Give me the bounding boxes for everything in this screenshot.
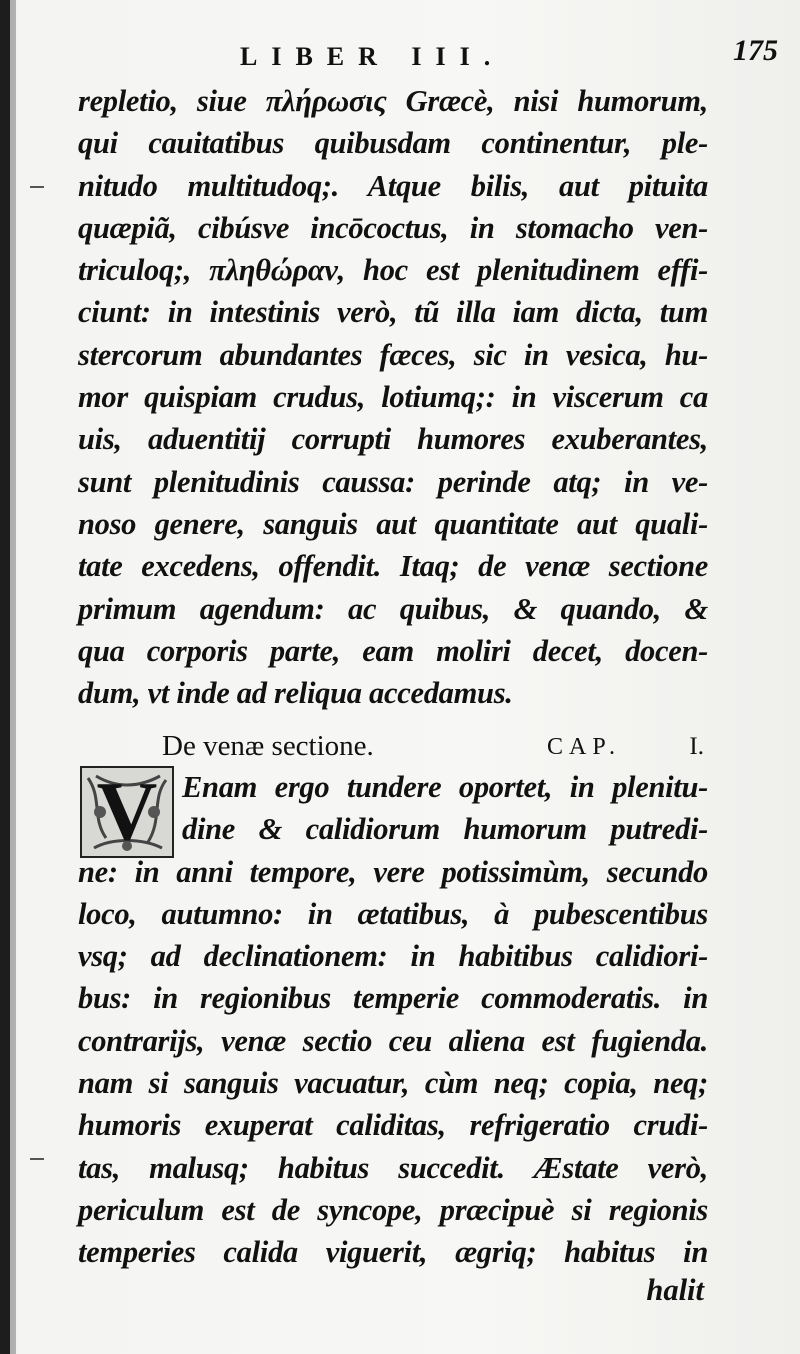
text-line: humoris exuperat caliditas, refrigeratio crudi-: [78, 1108, 708, 1143]
text-line: uis, aduentitij corrupti humores exuberantes,: [78, 422, 708, 457]
text-line: nam si sanguis vacuatur, cùm neq; copia, neq;: [78, 1066, 708, 1101]
text-line: bus: in regionibus temperie commoderatis. in: [78, 981, 708, 1016]
text-line: nitudo multitudoq;. Atque bilis, aut pituita: [78, 168, 708, 203]
text-line: dine & calidiorum humorum putredi-: [182, 812, 708, 847]
margin-mark: [30, 186, 44, 188]
text-line: quæpiã, cibúsve incōcoctus, in stomacho ven-: [78, 210, 708, 245]
text-line: ne: in anni tempore, vere potissimùm, secundo: [78, 854, 708, 889]
chapter-number: I.: [689, 733, 704, 760]
chapter-label: CAP.: [547, 734, 622, 760]
chapter-heading: [162, 730, 706, 770]
text-line: temperies calida viguerit, ægriq; habitus in: [78, 1235, 708, 1270]
text-line: contrarijs, venæ sectio ceu aliena est fugienda.: [78, 1023, 708, 1058]
text-line: dum, vt inde ad reliqua accedamus.: [78, 676, 513, 711]
chapter-text-block: [78, 766, 708, 1274]
text-line: stercorum abundantes fæces, sic in vesica, hu-: [78, 337, 708, 372]
margin-mark: [30, 1158, 44, 1160]
chapter-title: De venæ sectione.: [162, 730, 374, 762]
text-line: triculoq;, πληθώραν, hoc est plenitudinem effi-: [78, 253, 708, 288]
text-line: primum agendum: ac quibus, & quando, &: [78, 591, 708, 626]
catchword: halit: [646, 1273, 704, 1307]
text-line: loco, autumno: in ætatibus, à pubescentibus: [78, 896, 708, 931]
text-line: sunt plenitudinis caussa: perinde atq; in ve-: [78, 464, 708, 499]
book-spine-shadow: [0, 0, 10, 1354]
main-text-block: [78, 80, 708, 714]
initial-letter: V: [96, 765, 158, 858]
text-line: mor quispiam crudus, lotiumq;: in viscerum ca: [78, 380, 708, 415]
text-line: qua corporis parte, eam moliri decet, docen-: [78, 633, 708, 668]
page-number: 175: [733, 34, 778, 67]
text-line: vsq; ad declinationem: in habitibus calidiori-: [78, 939, 708, 974]
text-line: Enam ergo tundere oportet, in plenitu-: [182, 770, 708, 804]
text-line: repletio, siue πλήρωσις Græcè, nisi humorum,: [78, 84, 708, 118]
text-line: tas, malusq; habitus succedit. Æstate verò,: [78, 1150, 708, 1185]
text-line: qui cauitatibus quibusdam continentur, ple-: [78, 126, 708, 161]
gutter-shadow: [10, 0, 16, 1354]
page-header: [80, 34, 780, 74]
running-title: LIBER III.: [240, 42, 505, 71]
text-line: noso genere, sanguis aut quantitate aut quali-: [78, 506, 708, 541]
text-line: periculum est de syncope, præcipuè si regionis: [78, 1192, 708, 1227]
text-line: ciunt: in intestinis verò, tũ illa iam dicta, tum: [78, 295, 708, 330]
text-line: tate excedens, offendit. Itaq; de venæ sectione: [78, 549, 708, 584]
